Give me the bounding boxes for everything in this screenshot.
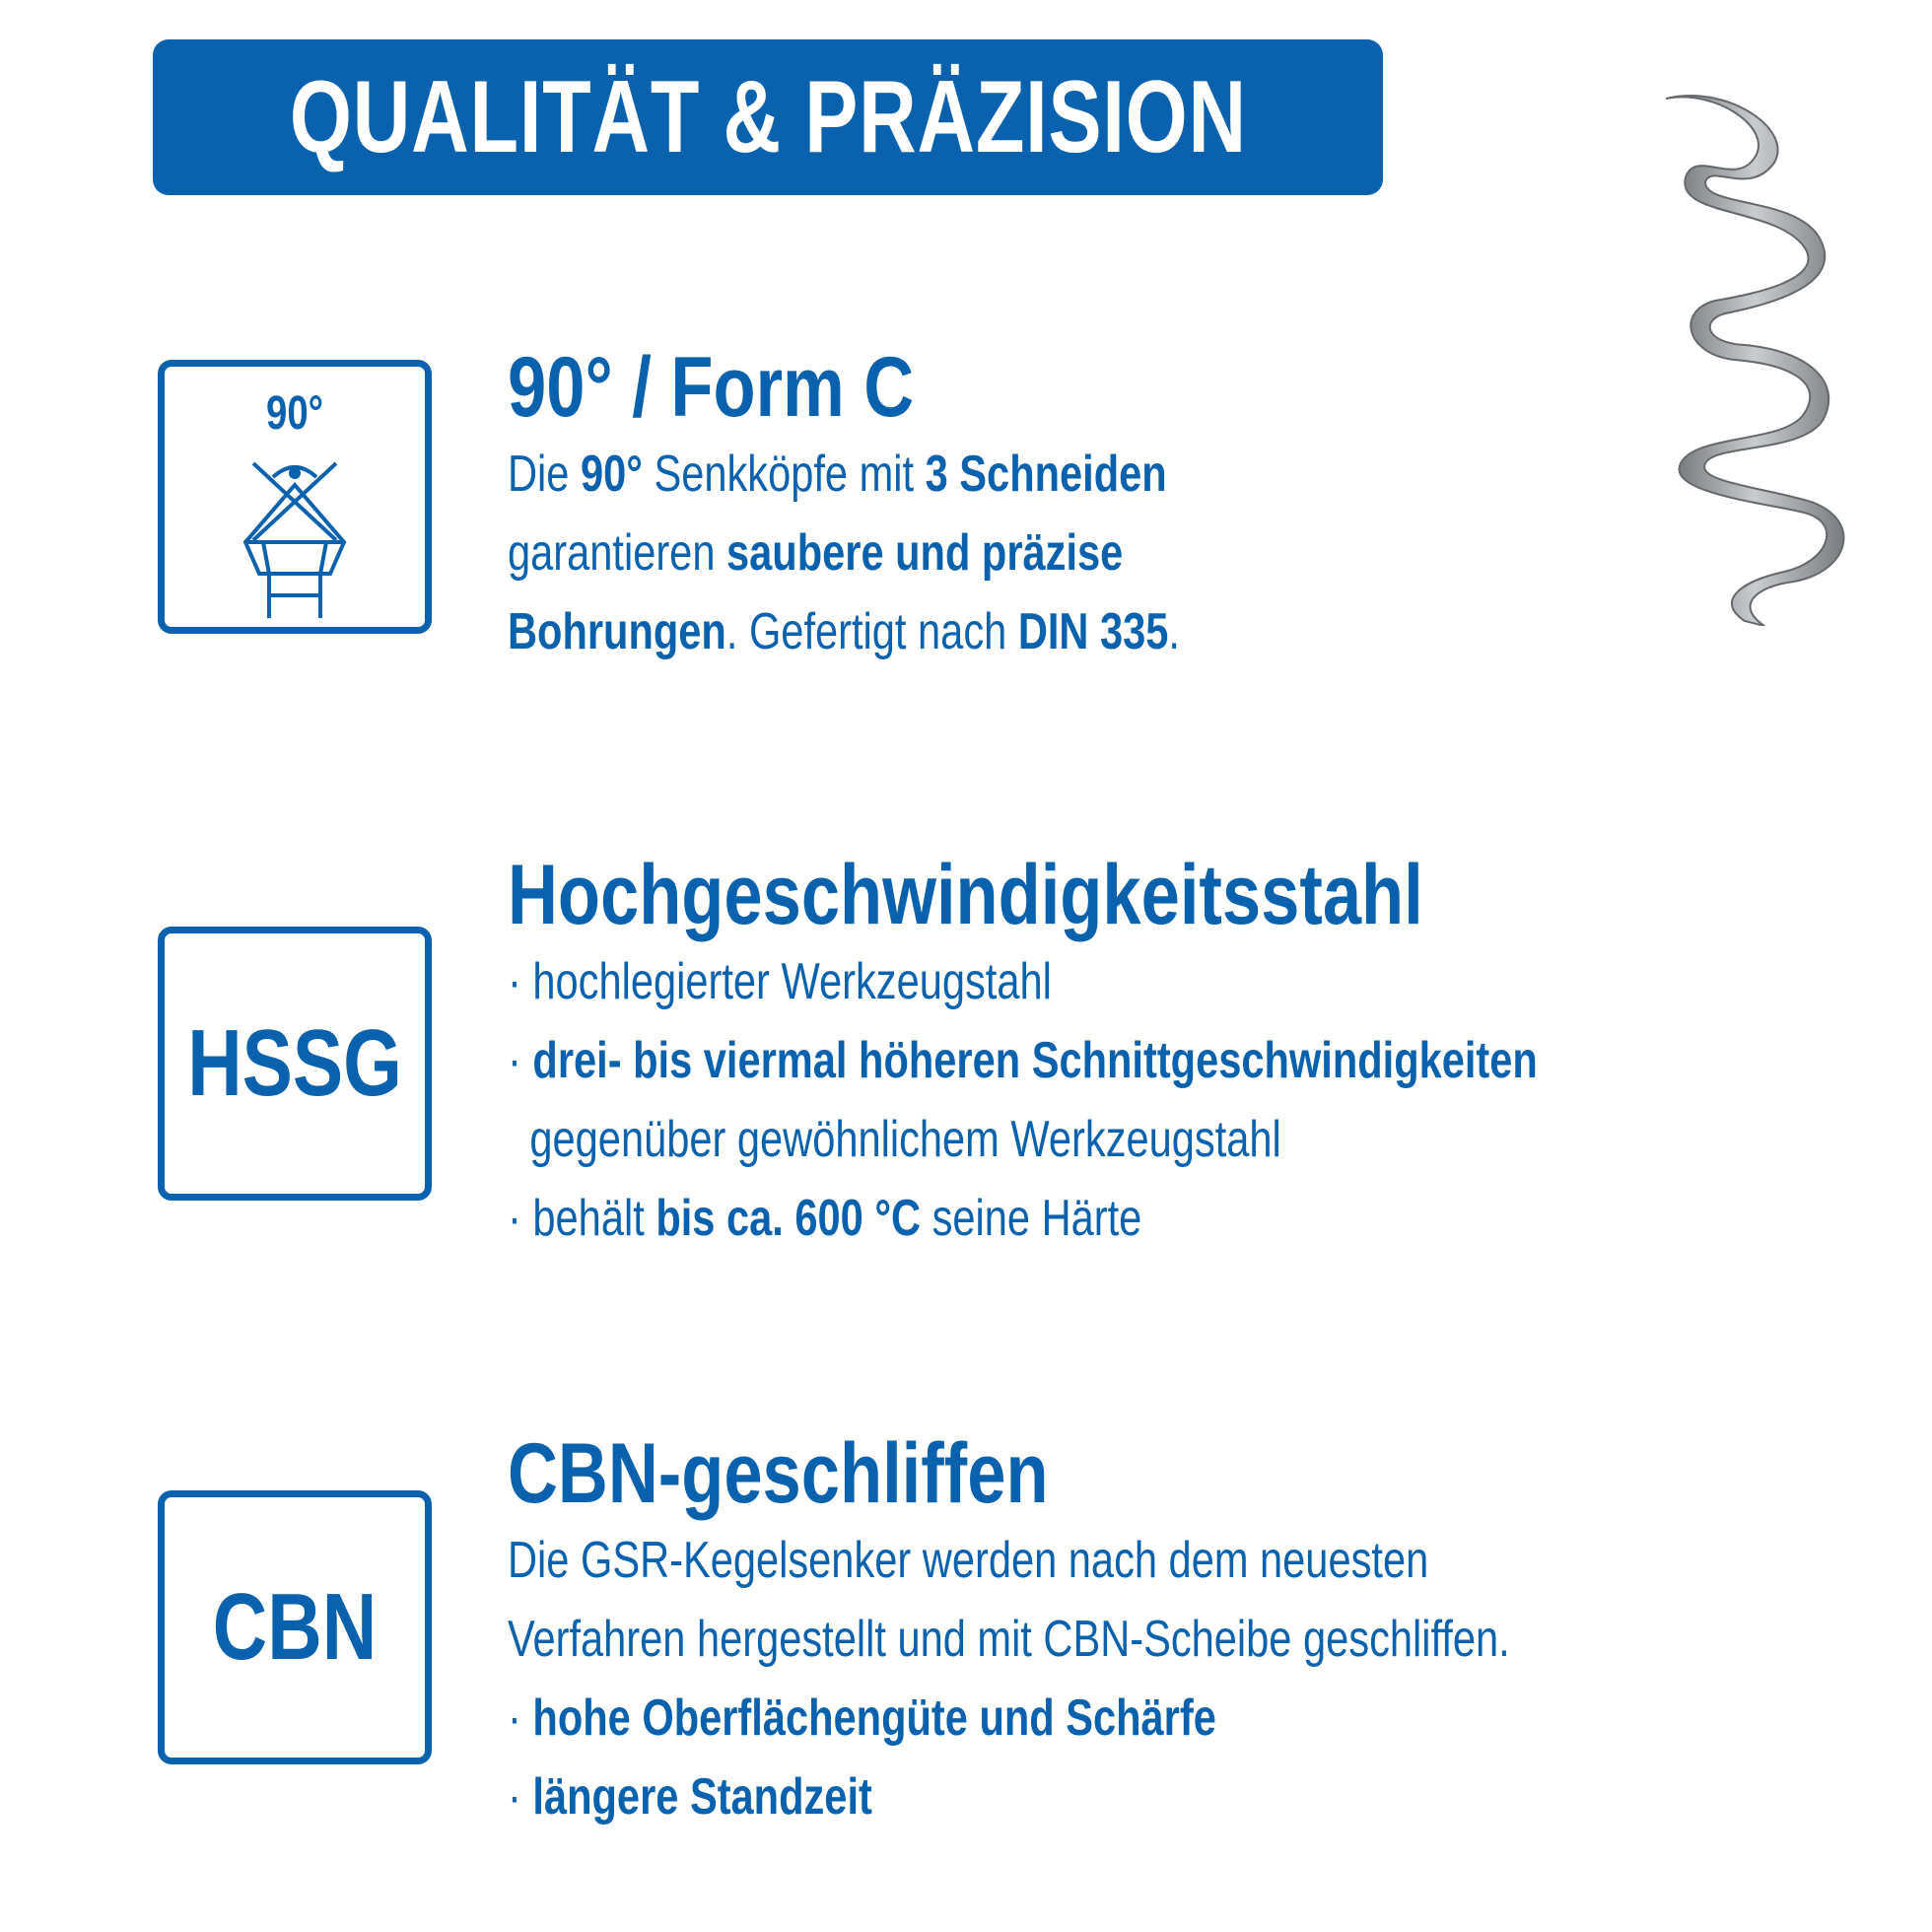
- body-text: · hochlegierter Werkzeugstahl: [508, 953, 1052, 1010]
- bold-text: 90°: [580, 446, 643, 503]
- body-text: Verfahren hergestellt und mit CBN-Scheibe geschliffen.: [508, 1611, 1510, 1668]
- section-body: [508, 942, 1819, 1258]
- hssg-badge: HSSG: [187, 1010, 402, 1116]
- bold-text: bis ca. 600 °C: [656, 1190, 922, 1247]
- body-text: ·: [508, 1690, 533, 1747]
- body-line: [508, 1758, 1556, 1836]
- body-text: . Gefertigt nach: [725, 603, 1018, 660]
- bold-text: hohe Oberflächengüte und Schärfe: [532, 1690, 1216, 1747]
- body-line: [508, 435, 1556, 514]
- bold-text: saubere und präzise: [726, 524, 1124, 582]
- feature-cbn: [508, 1426, 1819, 1836]
- body-text: garantieren: [508, 524, 727, 582]
- body-line: [508, 942, 1556, 1021]
- bold-text: DIN 335: [1017, 603, 1169, 660]
- body-line: [508, 1100, 1556, 1179]
- body-text: Die: [508, 446, 581, 503]
- body-text: Die GSR-Kegelsenker werden nach dem neuesten: [508, 1532, 1429, 1589]
- title-banner: [153, 39, 1383, 195]
- body-text: gegenüber gewöhnlichem Werkzeugstahl: [529, 1111, 1281, 1168]
- section-title: Hochgeschwindigkeitsstahl: [508, 848, 1423, 942]
- banner-title: QUALITÄT & PRÄZISION: [289, 59, 1247, 174]
- body-line: [508, 1179, 1556, 1258]
- bold-text: 3 Schneiden: [925, 446, 1167, 503]
- body-text: .: [1168, 603, 1180, 660]
- body-line: [508, 514, 1556, 592]
- body-text: · behält: [508, 1190, 656, 1247]
- feature-form-c: [508, 340, 1819, 671]
- section-body: [508, 1521, 1819, 1836]
- hssg-icon-box: [158, 927, 432, 1201]
- section-title: 90° / Form C: [508, 340, 915, 435]
- section-body: [508, 435, 1819, 671]
- section-title: CBN-geschliffen: [508, 1426, 1049, 1521]
- feature-hss: [508, 848, 1819, 1258]
- cbn-badge: CBN: [212, 1574, 378, 1680]
- body-line: [508, 592, 1556, 671]
- body-line: [508, 1600, 1556, 1679]
- bold-text: Bohrungen: [508, 603, 726, 660]
- body-line: [508, 1679, 1556, 1758]
- body-text: seine Härte: [921, 1190, 1142, 1247]
- body-line: [508, 1521, 1556, 1600]
- cbn-icon-box: [158, 1490, 432, 1764]
- bold-text: drei- bis viermal höheren Schnittgeschwindigkeiten: [532, 1032, 1538, 1089]
- body-line: [508, 1021, 1556, 1100]
- angle-label: 90°: [265, 387, 324, 440]
- body-text: Senkköpfe mit: [642, 446, 926, 503]
- body-text: ·: [508, 1768, 533, 1826]
- body-text: ·: [508, 1032, 533, 1089]
- bold-text: längere Standzeit: [532, 1768, 872, 1826]
- countersink-90-icon-box: [158, 360, 432, 634]
